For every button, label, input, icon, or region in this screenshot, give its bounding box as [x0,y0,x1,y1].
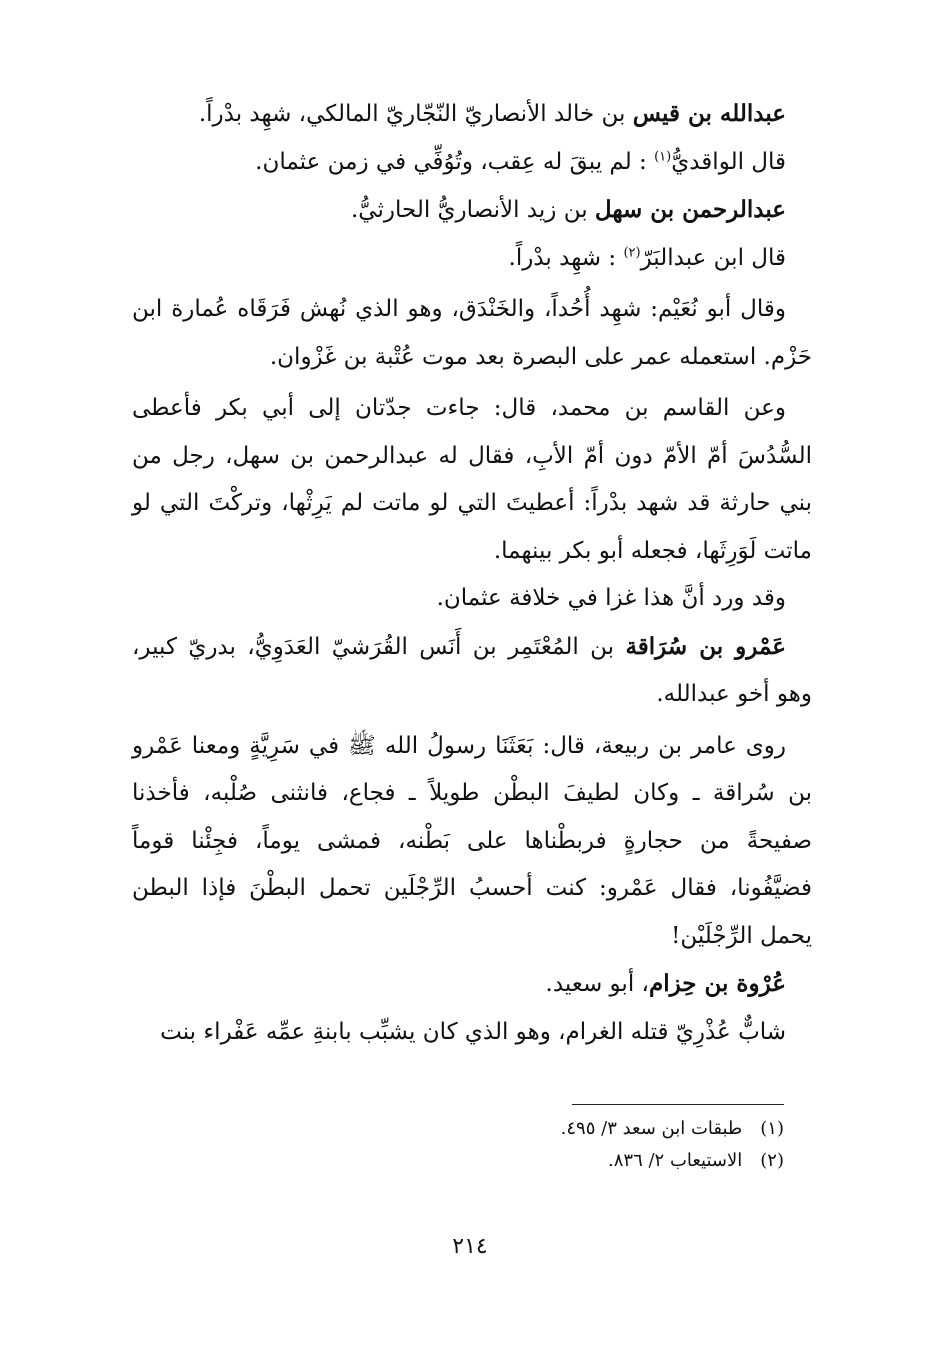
footnote-1 [132,1113,792,1145]
quote-text: : لم يبقَ له عِقب، وتُوُفِّي في زمن عثمان. [255,148,655,175]
paragraph-uthman: وقد ورد أنَّ هذا غزا في خلافة عثمان. [436,585,786,611]
entry-abdullah-bin-qays [132,90,812,139]
quote-text: : شهِد بدْراً. [508,244,624,271]
footnote-divider [572,1104,784,1105]
quote-lead: قال ابن عبدالبَرّ [640,244,786,271]
quote-lead: قال الواقديُّ [671,148,786,175]
entry-urwa-bin-hizam [132,960,812,1009]
footnote-number: (٢) [760,1150,784,1171]
entry-heading: عَمْرو بن سُرَاقة [625,632,787,660]
entry-text: ، أبو سعيد. [545,971,649,997]
entry-heading: عبدالله بن قيس [632,100,786,127]
footnote-number: (١) [760,1118,784,1139]
footnote-text: الاستيعاب ٢/ ٨٣٦. [608,1150,743,1171]
paragraph-qasim: وعن القاسم بن محمد، قال: جاءت جدّتان إلى أبي بكر فأعطى السُّدُسَ أمّ الأمّ دون أمّ الأبِ، فقال له عبدالرحمن بن سهل، رجل من بني حارثة قد شهد بدْراً: أعطيتَ التي لو ماتت لم يَرِثْها، وتركْتَ التي لو ماتت لَوَرِثَها، فجعله أبو بكر بينهما. [132,395,812,564]
footnote-text: طبقات ابن سعد ٣/ ٤٩٥. [560,1118,743,1139]
entry-heading: عُرْوة بن حِزام [648,970,786,997]
entry-heading: عبدالرحمن بن سهل [594,196,786,223]
footnote-ref-2[interactable]: (٢) [623,244,641,260]
paragraph-abu-nuaym: وقال أبو نُعَيْم: شهِد أُحُداً، والخَنْدَق، وهو الذي نُهش فَرَقَاه عُمارة ابن حَزْم. استعمله عمر على البصرة بعد موت عُتْبة بن غَزْوان. [132,296,812,370]
entry-text: بن زيد الأنصاريُّ الحارثيُّ. [350,197,595,223]
main-text [132,90,812,1056]
paragraph-urwa-story: شابٌّ عُذْرِيّ قتله الغرام، وهو الذي كان يشبِّب بابنةِ عمِّه عَفْراء بنت [160,1018,786,1045]
paragraph-amir-bin-rabia: روى عامر بن ربيعة، قال: بَعَثَنَا رسولُ الله ﷺ في سَرِيَّةٍ ومعنا عَمْرو بن سُراقة ـ وكان لطيفَ البطْن طويلاً ـ فجاع، فانثنى صُلْبه، فأخذنا صفيحةً من حجارةٍ فربطْناها على بَطْنه، فمشى يوماً، فجِئْنا قوماً فضيَّفُونا، فقال عَمْرو: كنت أحسبُ الرِّجْلَين تحمل البطْنَ فإذا البطن يحمل الرِّجْلَيْن! [132,732,812,949]
entry-abdulrahman-bin-sahl [132,186,812,235]
page-number: ٢١٤ [452,1234,488,1259]
footnote-ref-1[interactable]: (١) [654,148,672,164]
footnote-2 [132,1145,792,1177]
entry-text: بن المُعْتَمِر بن أَنَس القُرَشيّ العَدَوِيُّ، بدريّ كبير، وهو أخو عبدالله. [132,633,812,707]
entry-amr-bin-suraqa [132,623,812,719]
quote-ibn-abdulbarr [132,235,812,283]
quote-waqidi [132,139,812,187]
footnotes [132,1113,792,1177]
entry-text: بن خالد الأنصاريّ النّجّاريّ المالكي، شهِد بدْراً. [198,101,633,127]
